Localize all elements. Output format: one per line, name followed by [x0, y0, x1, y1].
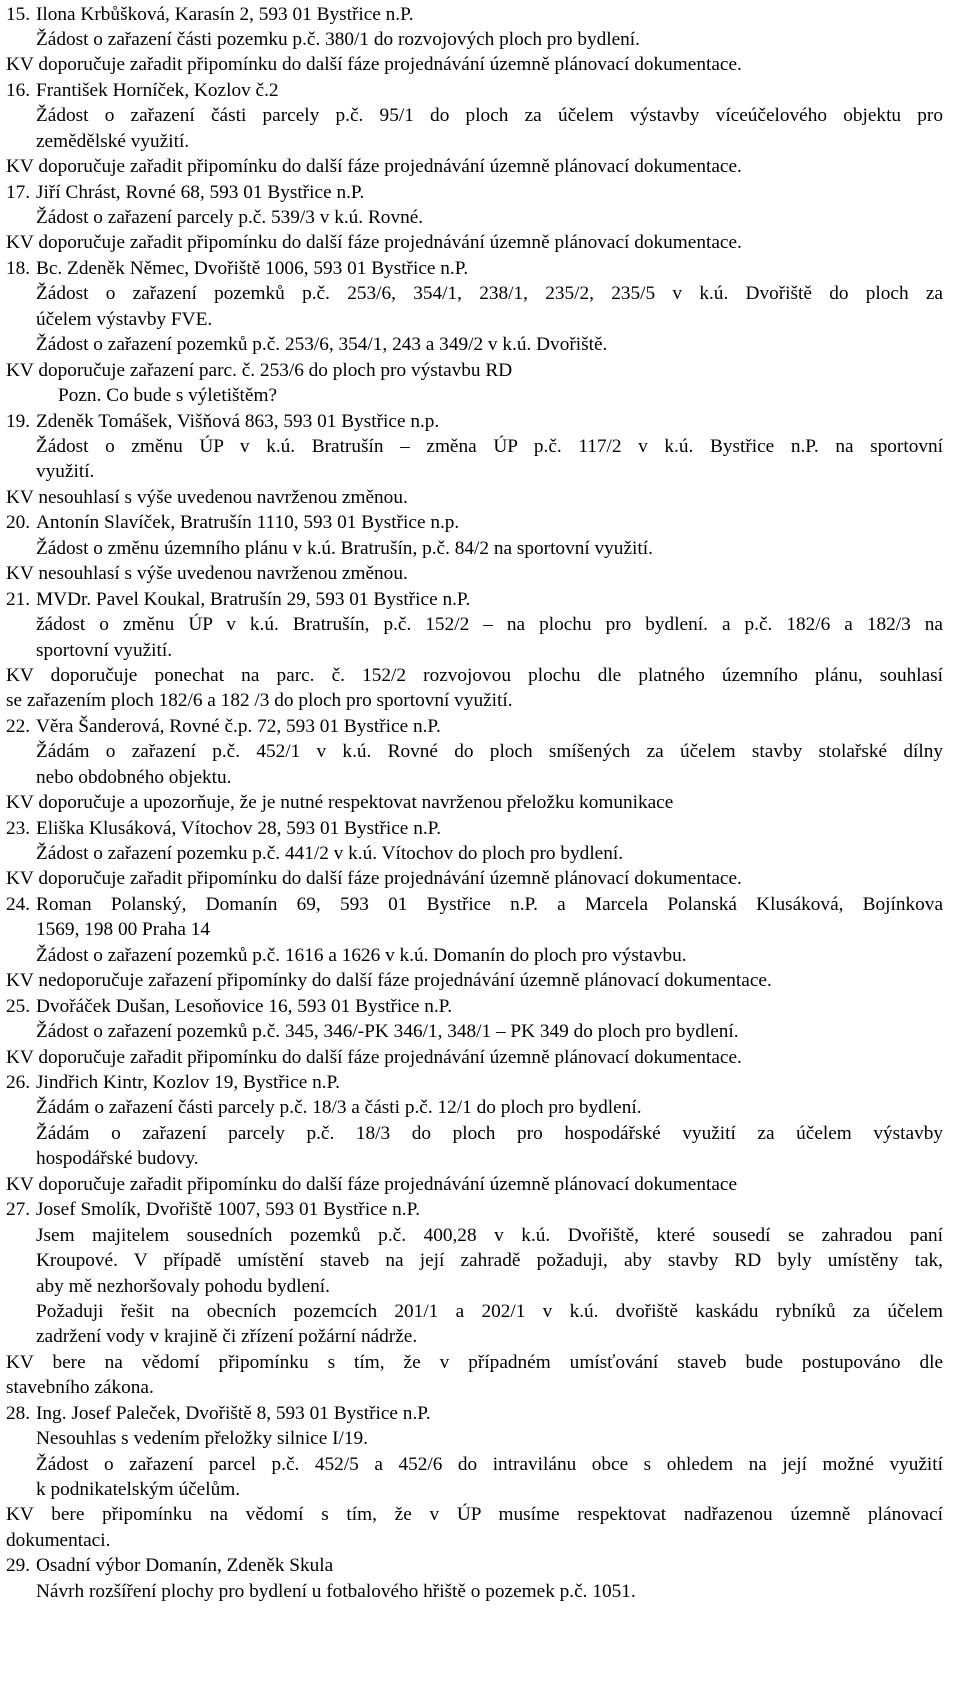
request-number: 18. — [6, 257, 31, 279]
request-detail-line — [0, 332, 960, 357]
committee-response-text: KV bere připomínku na vědomí s tím, že v ÚP musíme respektovat nadřazenou územně plánovací — [6, 1504, 943, 1526]
request-detail-line — [0, 1248, 960, 1273]
request-number: 27. — [6, 1199, 31, 1221]
committee-response-text: KV doporučuje zařadit připomínku do další fáze projednávání územně plánovací dokumentace. — [6, 54, 742, 76]
committee-response-line — [0, 688, 960, 713]
request-detail-line — [0, 1274, 960, 1299]
committee-response-text: KV doporučuje ponechat na parc. č. 152/2 rozvojovou plochu dle platného územního plánu, souhlasí — [6, 664, 943, 686]
request-detail-text: Žádám o zařazení parcely p.č. 18/3 do ploch pro hospodářské využití za účelem výstavby — [36, 1122, 943, 1144]
request-header-line — [0, 1197, 960, 1222]
request-detail-text: nebo obdobného objektu. — [36, 766, 232, 788]
applicant-text: Jindřich Kintr, Kozlov 19, Bystřice n.P. — [36, 1071, 340, 1093]
request-detail-text: Žádost o zařazení parcely p.č. 539/3 v k.ú. Rovné. — [36, 207, 424, 229]
request-detail-line — [0, 1223, 960, 1248]
committee-response-line — [0, 663, 960, 688]
request-detail-text: 1569, 198 00 Praha 14 — [36, 919, 211, 941]
request-number: 29. — [6, 1555, 31, 1577]
applicant-text: Ing. Josef Paleček, Dvořiště 8, 593 01 Bystřice n.P. — [36, 1402, 431, 1424]
committee-response-line — [0, 358, 960, 383]
request-detail-text: využití. — [36, 461, 95, 483]
request-number: 16. — [6, 79, 31, 101]
committee-response-line — [0, 866, 960, 891]
applicant-text: Zdeněk Tomášek, Višňová 863, 593 01 Bystřice n.p. — [36, 410, 440, 432]
applicant-text: Bc. Zdeněk Němec, Dvořiště 1006, 593 01 Bystřice n.P. — [36, 257, 469, 279]
committee-response-line — [0, 154, 960, 179]
request-detail-text: Žádám o zařazení p.č. 452/1 v k.ú. Rovné do ploch smíšených za účelem stavby stolařské dílny — [36, 741, 943, 763]
request-detail-text: aby mě nezhoršovaly pohodu bydlení. — [36, 1275, 330, 1297]
request-detail-line — [0, 1477, 960, 1502]
applicant-text: MVDr. Pavel Koukal, Bratrušín 29, 593 01 Bystřice n.P. — [36, 588, 471, 610]
request-number: 24. — [6, 893, 31, 915]
request-header-line — [0, 180, 960, 205]
request-number: 23. — [6, 817, 31, 839]
note-text: Pozn. Co bude s výletištěm? — [58, 385, 278, 407]
committee-response-text: KV doporučuje zařadit připomínku do další fáze projednávání územně plánovací dokumentace. — [6, 1046, 742, 1068]
request-detail-line — [0, 536, 960, 561]
committee-response-text: KV doporučuje a upozorňuje, že je nutné respektovat navrženou přeložku komunikace — [6, 792, 674, 814]
applicant-text: Roman Polanský, Domanín 69, 593 01 Bystřice n.P. a Marcela Polanská Klusáková, Bojínkova — [36, 893, 943, 915]
request-detail-line — [0, 1019, 960, 1044]
request-detail-text: Návrh rozšíření plochy pro bydlení u fotbalového hřiště o pozemek p.č. 1051. — [36, 1580, 636, 1602]
request-detail-text: sportovní využití. — [36, 639, 173, 661]
request-detail-line — [0, 205, 960, 230]
request-header-line — [0, 587, 960, 612]
applicant-text: Dvořáček Dušan, Lesoňovice 16, 593 01 Bystřice n.P. — [36, 995, 453, 1017]
applicant-text: Věra Šanderová, Rovné č.p. 72, 593 01 Bystřice n.P. — [36, 715, 441, 737]
request-detail-text: Žádost o zařazení části parcely p.č. 95/1 do ploch za účelem výstavby víceúčelového objektu pro — [36, 105, 943, 127]
request-detail-line — [0, 103, 960, 128]
request-detail-line — [0, 1299, 960, 1324]
request-detail-line — [0, 281, 960, 306]
request-detail-line — [0, 638, 960, 663]
request-detail-line — [0, 307, 960, 332]
applicant-text: Jiří Chrást, Rovné 68, 593 01 Bystřice n.P. — [36, 181, 365, 203]
committee-response-line — [0, 1045, 960, 1070]
applicant-text: Antonín Slavíček, Bratrušín 1110, 593 01 Bystřice n.p. — [36, 512, 460, 534]
committee-response-text: se zařazením ploch 182/6 a 182 /3 do ploch pro sportovní využití. — [6, 690, 513, 712]
request-detail-line — [0, 765, 960, 790]
request-detail-text: zadržení vody v krajině či zřízení požární nádrže. — [36, 1326, 418, 1348]
request-detail-line — [0, 917, 960, 942]
request-detail-line — [0, 1324, 960, 1349]
request-detail-line — [0, 129, 960, 154]
request-number: 22. — [6, 715, 31, 737]
request-detail-text: Požaduji řešit na obecních pozemcích 201/1 a 202/1 v k.ú. dvořiště kaskádu rybníků za účelem — [36, 1300, 943, 1322]
committee-response-line — [0, 1172, 960, 1197]
request-detail-line — [0, 1121, 960, 1146]
request-detail-text: hospodářské budovy. — [36, 1148, 199, 1170]
committee-response-line — [0, 1502, 960, 1527]
applicant-text: Josef Smolík, Dvořiště 1007, 593 01 Bystřice n.P. — [36, 1199, 421, 1221]
request-detail-text: zemědělské využití. — [36, 130, 190, 152]
committee-response-text: KV doporučuje zařadit připomínku do další fáze projednávání územně plánovací dokumentace — [6, 1173, 738, 1195]
request-detail-text: Žádost o zařazení parcel p.č. 452/5 a 452/6 do intravilánu obce s ohledem na její možné využití — [36, 1453, 943, 1475]
request-number: 17. — [6, 181, 31, 203]
request-detail-text: Jsem majitelem sousedních pozemků p.č. 400,28 v k.ú. Dvořiště, které sousedí se zahradou paní — [36, 1224, 943, 1246]
committee-response-line — [0, 790, 960, 815]
request-header-line — [0, 1553, 960, 1578]
request-number: 25. — [6, 995, 31, 1017]
committee-response-line — [0, 230, 960, 255]
committee-response-text: KV doporučuje zařadit připomínku do další fáze projednávání územně plánovací dokumentace. — [6, 156, 742, 178]
request-header-line — [0, 78, 960, 103]
request-number: 26. — [6, 1071, 31, 1093]
request-detail-text: žádost o změnu ÚP v k.ú. Bratrušín, p.č. 152/2 – na plochu pro bydlení. a p.č. 182/6 a 182/3 na — [36, 614, 943, 636]
request-detail-text: Žádost o zařazení pozemků p.č. 253/6, 354/1, 238/1, 235/2, 235/5 v k.ú. Dvořiště do ploch za — [36, 283, 943, 305]
committee-response-line — [0, 1528, 960, 1553]
request-header-line — [0, 256, 960, 281]
committee-response-line — [0, 1350, 960, 1375]
request-detail-text: Žádost o zařazení pozemku p.č. 441/2 v k.ú. Vítochov do ploch pro bydlení. — [36, 843, 624, 865]
request-detail-text: Kroupové. V případě umístění staveb na její zahradě požaduji, aby stavby RD byly umístěny tak, — [36, 1250, 943, 1272]
request-detail-text: Žádost o zařazení pozemků p.č. 1616 a 1626 v k.ú. Domanín do ploch pro výstavbu. — [36, 944, 687, 966]
applicant-text: Eliška Klusáková, Vítochov 28, 593 01 Bystřice n.P. — [36, 817, 442, 839]
request-detail-text: Žádost o zařazení pozemků p.č. 345, 346/-PK 346/1, 348/1 – PK 349 do ploch pro bydlení. — [36, 1021, 739, 1043]
request-header-line — [0, 892, 960, 917]
request-header-line — [0, 409, 960, 434]
request-number: 20. — [6, 512, 31, 534]
request-detail-line — [0, 27, 960, 52]
committee-response-line — [0, 561, 960, 586]
request-detail-line — [0, 434, 960, 459]
request-detail-line — [0, 943, 960, 968]
committee-response-text: KV doporučuje zařadit připomínku do další fáze projednávání územně plánovací dokumentace. — [6, 868, 742, 890]
request-detail-text: Nesouhlas s vedením přeložky silnice I/19. — [36, 1428, 368, 1450]
request-detail-text: Žádám o zařazení části parcely p.č. 18/3 a části p.č. 12/1 do ploch pro bydlení. — [36, 1097, 642, 1119]
committee-response-text: stavebního zákona. — [6, 1377, 154, 1399]
request-detail-line — [0, 841, 960, 866]
request-header-line — [0, 1070, 960, 1095]
request-number: 21. — [6, 588, 31, 610]
request-number: 15. — [6, 3, 31, 25]
committee-response-line — [0, 485, 960, 510]
committee-response-text: KV nesouhlasí s výše uvedenou navrženou změnou. — [6, 486, 408, 508]
committee-response-line — [0, 968, 960, 993]
committee-response-text: KV nesouhlasí s výše uvedenou navrženou změnou. — [6, 563, 408, 585]
request-header-line — [0, 816, 960, 841]
applicant-text: Osadní výbor Domanín, Zdeněk Skula — [36, 1555, 334, 1577]
committee-response-text: KV nedoporučuje zařazení připomínky do další fáze projednávání územně plánovací dokumentace. — [6, 970, 772, 992]
committee-response-text: KV doporučuje zařadit připomínku do další fáze projednávání územně plánovací dokumentace. — [6, 232, 742, 254]
committee-response-line — [0, 1375, 960, 1400]
request-detail-line — [0, 612, 960, 637]
committee-response-text: KV doporučuje zařazení parc. č. 253/6 do ploch pro výstavbu RD — [6, 359, 513, 381]
request-detail-line — [0, 739, 960, 764]
request-detail-text: Žádost o zařazení části pozemku p.č. 380/1 do rozvojových ploch pro bydlení. — [36, 28, 640, 50]
request-header-line — [0, 994, 960, 1019]
request-header-line — [0, 714, 960, 739]
request-detail-line — [0, 1579, 960, 1604]
note-line — [0, 383, 960, 408]
request-detail-text: Žádost o změnu územního plánu v k.ú. Bratrušín, p.č. 84/2 na sportovní využití. — [36, 537, 653, 559]
request-header-line — [0, 1401, 960, 1426]
committee-response-line — [0, 52, 960, 77]
request-header-line — [0, 2, 960, 27]
request-number: 19. — [6, 410, 31, 432]
committee-response-text: dokumentaci. — [6, 1529, 111, 1551]
request-detail-text: Žádost o změnu ÚP v k.ú. Bratrušín – změna ÚP p.č. 117/2 v k.ú. Bystřice n.P. na sportovní — [36, 435, 943, 457]
request-detail-line — [0, 1095, 960, 1120]
request-number: 28. — [6, 1402, 31, 1424]
applicant-text: Ilona Krbůšková, Karasín 2, 593 01 Bystřice n.P. — [36, 3, 414, 25]
request-detail-text: Žádost o zařazení pozemků p.č. 253/6, 354/1, 243 a 349/2 v k.ú. Dvořiště. — [36, 334, 608, 356]
committee-response-text: KV bere na vědomí připomínku s tím, že v případném umísťování staveb bude postupováno dle — [6, 1351, 943, 1373]
applicant-text: František Horníček, Kozlov č.2 — [36, 79, 279, 101]
request-detail-line — [0, 459, 960, 484]
request-detail-text: k podnikatelským účelům. — [36, 1479, 241, 1501]
request-detail-text: účelem výstavby FVE. — [36, 308, 213, 330]
request-detail-line — [0, 1452, 960, 1477]
request-detail-line — [0, 1146, 960, 1171]
request-detail-line — [0, 1426, 960, 1451]
request-header-line — [0, 510, 960, 535]
